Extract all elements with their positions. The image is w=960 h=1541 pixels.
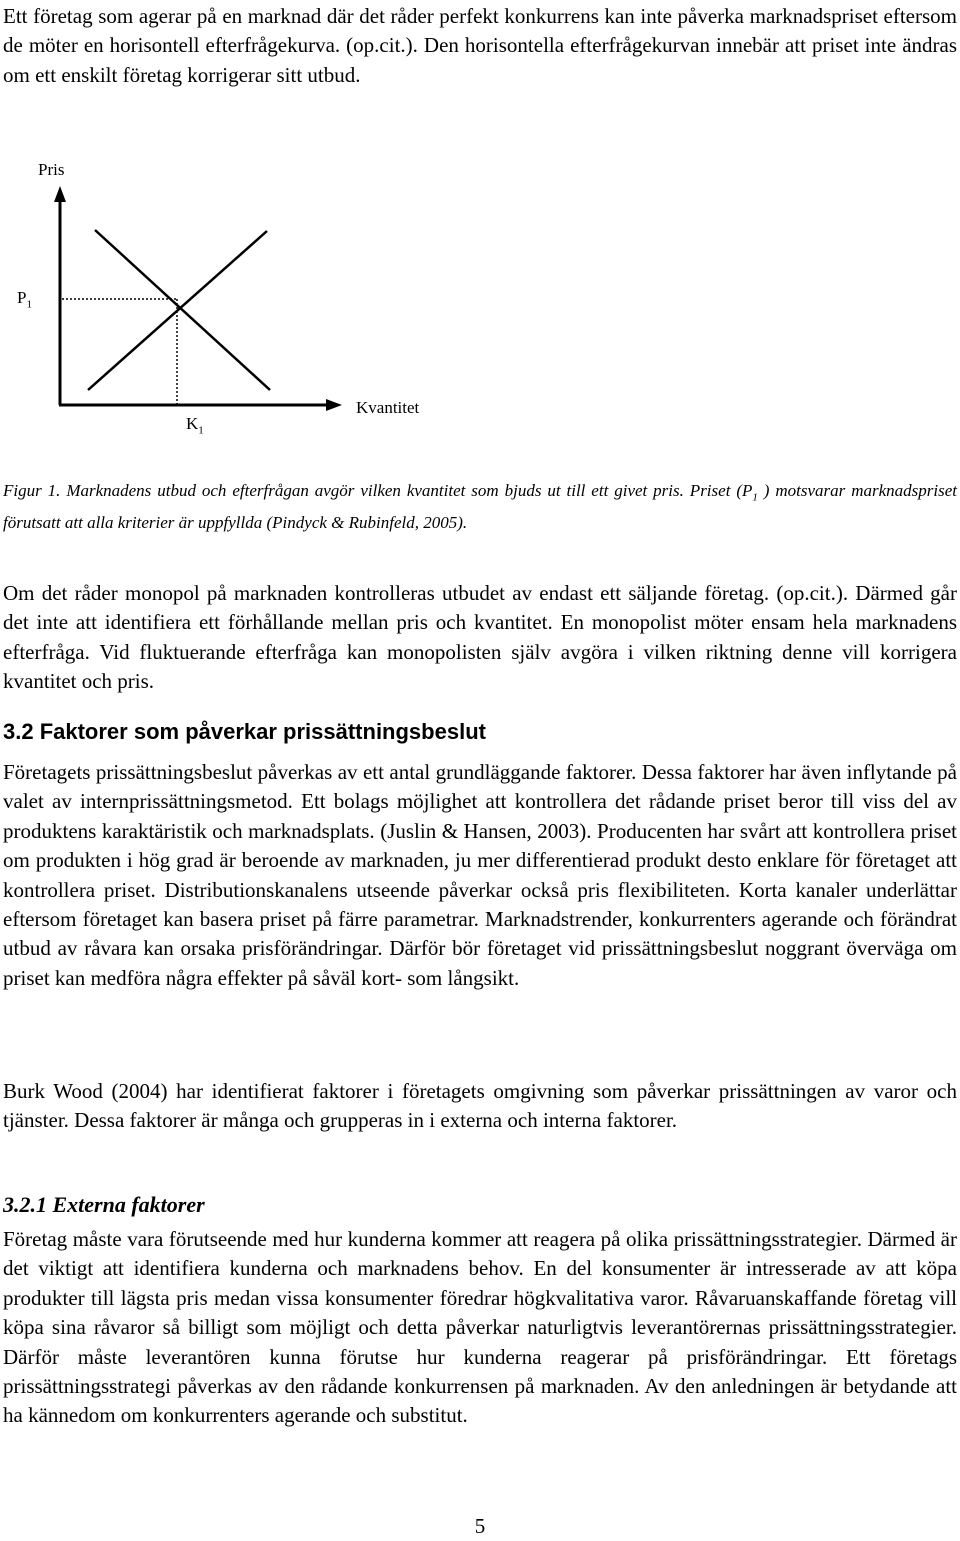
- section-heading-3-2-1: 3.2.1 Externa faktorer: [3, 1192, 205, 1217]
- supply-curve: [88, 231, 267, 390]
- y-axis-arrow: [54, 186, 66, 202]
- demand-curve: [95, 230, 270, 390]
- figure-caption: Figur 1. Marknadens utbud och efterfrågan avgör vilken kvantitet som bjuds ut till ett givet pris. Priset ($P_1$ ) motsvarar marknadspriset förutsatt att alla kriterier är uppfyllda (Pindyck & Rubinfeld, 2005).: [3, 481, 957, 533]
- section-heading-3-2: 3.2 Faktorer som påverkar prissättningsbeslut: [3, 719, 486, 744]
- x-axis-arrow: [326, 399, 342, 411]
- quantity-label: $K_1$: [186, 414, 204, 437]
- x-axis-label: Kvantitet: [356, 398, 420, 417]
- price-label: $P_1$: [17, 288, 32, 311]
- paragraph-faktorer: Företagets prissättningsbeslut påverkas av ett antal grundläggande faktorer. Dessa faktorer har även inflytande på valet av internprissättningsmetod. Ett bolags möjlighet att kontrollera det rådande priset beror till viss del av produktens karaktäristik och marknadsplats. (Juslin & Hansen, 2003). Producenten har svårt att kontrollera priset om produkten i hög grad är beroende av marknaden, ju mer differentierad produkt desto enklare för företaget att kontrollera priset. Distributionskanalens utseende påverkar också pris flexibiliteten. Korta kanaler underlättar eftersom företaget kan basera priset på färre parametrar. Marknadstrender, konkurrenters agerande och förändrat utbud av råvara kan orsaka prisförändringar. Därför bör företaget vid prissättningsbeslut noggrant överväga om priset kan medföra några effekter på såväl kort- som långsikt.: [3, 760, 957, 990]
- paragraph-burk-wood: Burk Wood (2004) har identifierat faktorer i företagets omgivning som påverkar prissättningen av varor och tjänster. Dessa faktorer är många och grupperas in i externa och interna faktorer.: [3, 1079, 957, 1133]
- paragraph-intro: Ett företag som agerar på en marknad där det råder perfekt konkurrens kan inte påverka marknadspriset eftersom de möter en horisontell efterfrågekurva. (op.cit.). Den horisontella efterfrågekurvan innebär att priset inte ändras om ett enskilt företag korrigerar sitt utbud.: [3, 4, 957, 87]
- page-number: 5: [474, 1514, 486, 1538]
- y-axis-label: Pris: [38, 160, 65, 179]
- paragraph-externa: Företag måste vara förutseende med hur kunderna kommer att reagera på olika prissättningsstrategier. Därmed är det viktigt att identifiera kunderna och marknadens behov. En del konsumenter är intresserade av att köpa produkter till lägsta pris medan vissa konsumenter föredrar högkvalitativa varor. Råvaruanskaffande företag vill köpa sina råvaror så billigt som möjligt och detta påverkar naturligtvis leverantörernas prissättningsstrategier. Därför måste leverantören kunna förutse hur kunderna reagerar på prisförändringar. Ett företags prissättningsstrategi påverkas av den rådande konkurrensen på marknaden. Av den anledningen är betydande att ha kännedom om konkurrenters agerande och substitut.: [3, 1227, 957, 1428]
- supply-demand-figure: [0, 150, 480, 450]
- paragraph-monopol: Om det råder monopol på marknaden kontrolleras utbudet av endast ett säljande företag. (op.cit.). Därmed går det inte att identifiera ett förhållande mellan pris och kvantitet. En monopolist möter ensam hela marknadens efterfråga. Vid fluktuerande efterfråga kan monopolisten själv avgöra i vilken riktning denne vill korrigera kvantitet och pris.: [3, 581, 957, 694]
